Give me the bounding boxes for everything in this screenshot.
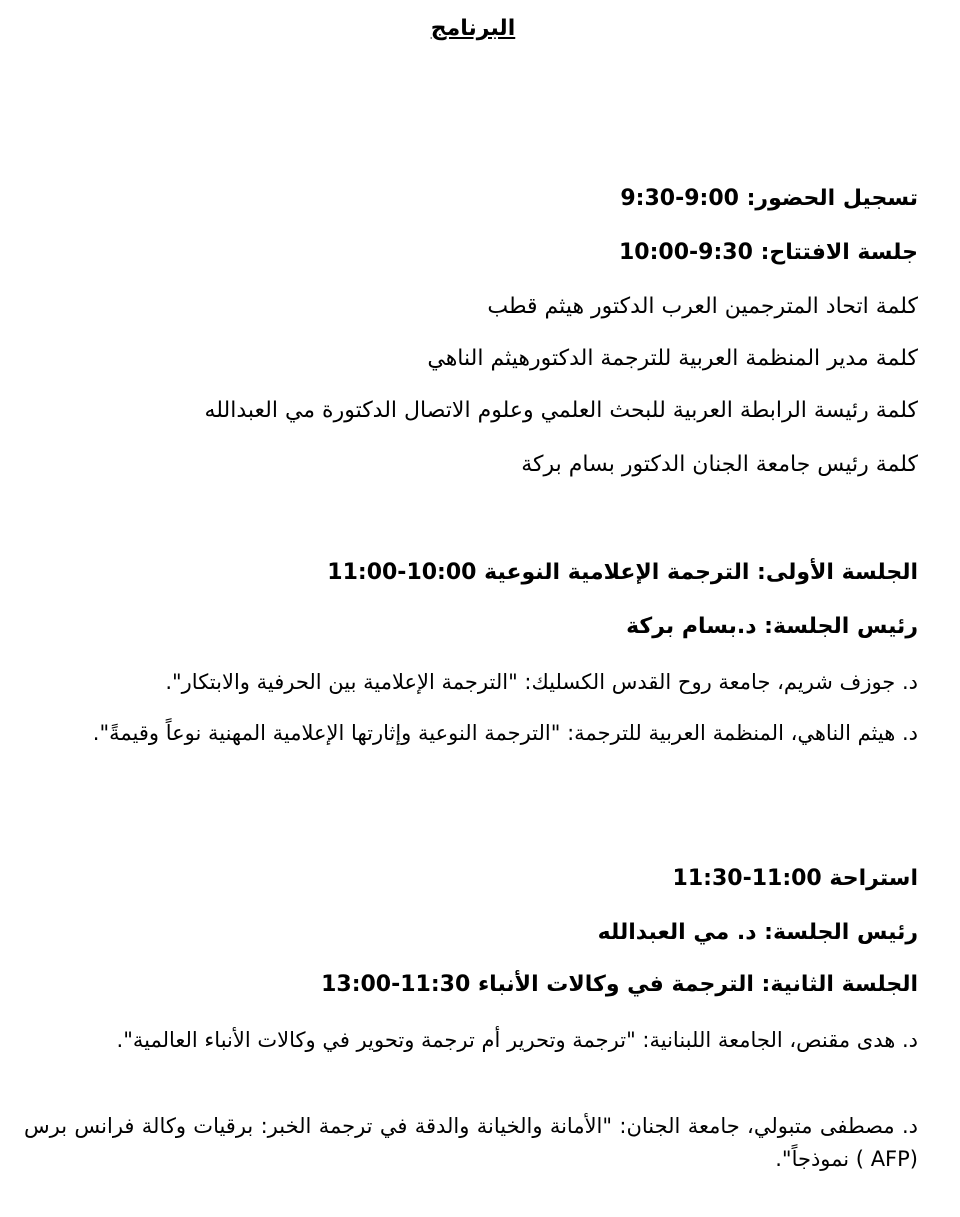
session2-chair: رئيس الجلسة: د. مي العبدالله <box>597 920 918 945</box>
opening-session-time: 10:00-9:30 <box>619 240 753 265</box>
opening-session-label: جلسة الافتتاح: <box>760 240 918 265</box>
page-title: البرنامج <box>430 16 516 41</box>
session2-label: الجلسة الثانية: الترجمة في وكالات الأنباء <box>477 972 918 997</box>
session2-heading <box>321 970 918 1000</box>
registration-label: تسجيل الحضور: <box>746 186 918 211</box>
session2-talk: د. هدى مقنص، الجامعة اللبنانية: "ترجمة وتحرير أم ترجمة وتحوير في وكالات الأنباء العالمية". <box>116 1028 918 1052</box>
session1-chair: رئيس الجلسة: د.بسام بركة <box>626 614 918 639</box>
registration-time: 9:30-9:00 <box>620 186 739 211</box>
registration-line <box>620 184 918 214</box>
session1-label: الجلسة الأولى: الترجمة الإعلامية النوعية <box>484 560 918 585</box>
session1-heading <box>327 558 918 588</box>
break-time: 11:30-11:00 <box>672 866 822 891</box>
opening-session-line <box>619 238 918 268</box>
break-line <box>673 864 918 894</box>
opening-speech: كلمة رئيسة الرابطة العربية للبحث العلمي وعلوم الاتصال الدكتورة مي العبدالله <box>204 398 918 423</box>
session2-time: 13:00-11:30 <box>321 972 471 997</box>
opening-speech: كلمة مدير المنظمة العربية للترجمة الدكتورهيثم الناهي <box>427 346 918 371</box>
break-label: استراحة <box>829 866 918 891</box>
session2-talk: د. مصطفى متبولي، جامعة الجنان: "الأمانة والخيانة والدقة في ترجمة الخبر: برقيات وكالة فرانس برس (AFP ) نموذجاً". <box>24 1114 918 1171</box>
session1-talk: د. جوزف شريم، جامعة روح القدس الكسليك: "الترجمة الإعلامية بين الحرفية والابتكار". <box>165 670 918 694</box>
session1-time: 11:00-10:00 <box>327 560 477 585</box>
opening-speech: كلمة رئيس جامعة الجنان الدكتور بسام بركة <box>521 452 918 477</box>
session1-talk: د. هيثم الناهي، المنظمة العربية للترجمة: "الترجمة النوعية وإثارتها الإعلامية المهنية نوعاً وقيمةً". <box>92 721 918 745</box>
opening-speech: كلمة اتحاد المترجمين العرب الدكتور هيثم قطب <box>487 294 918 319</box>
